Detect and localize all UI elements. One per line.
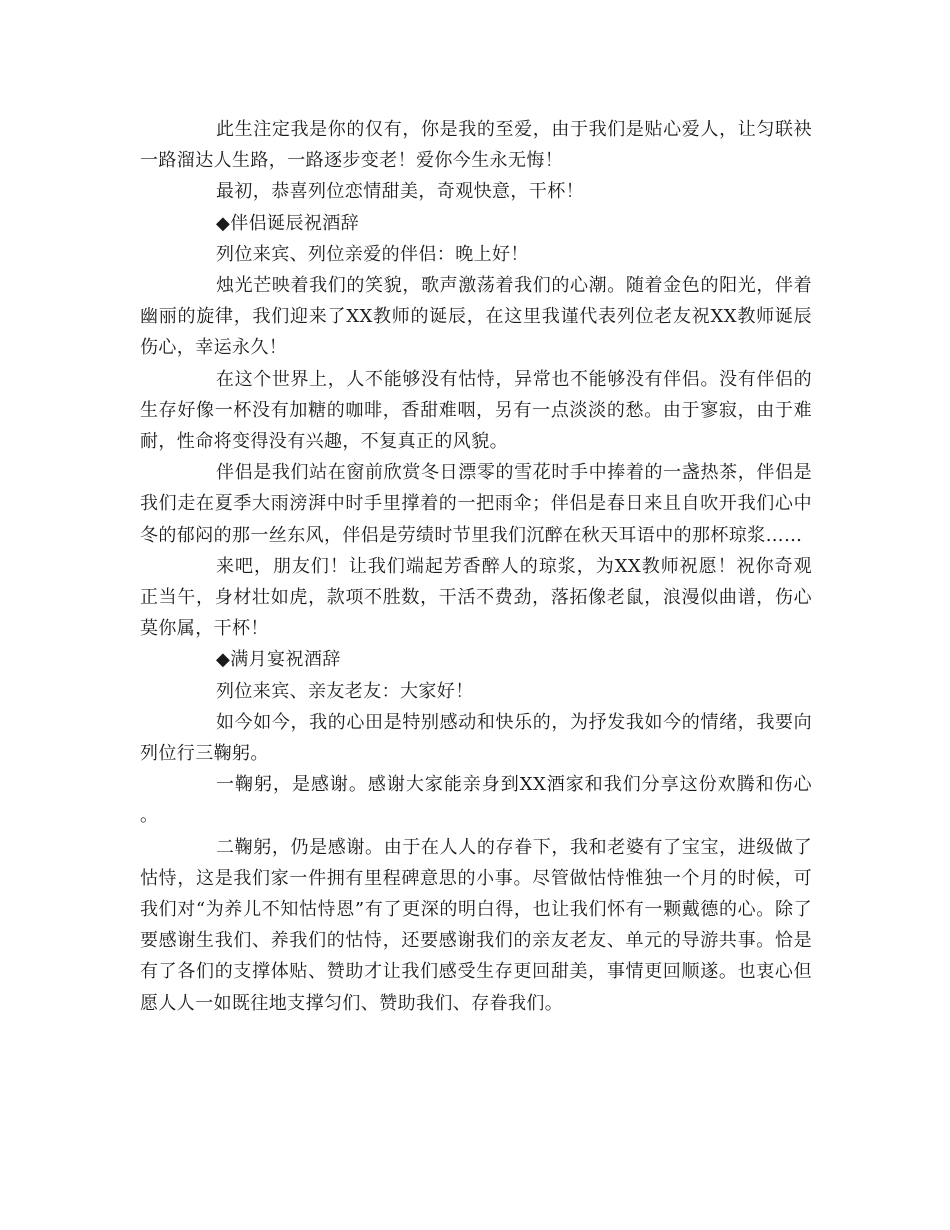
paragraph: 来吧，朋友们！让我们端起芳香醉人的琼浆，为XX教师祝愿！祝你奇观正当午，身材壮如虎，款项不胜数，干活不费劲，落拓像老鼠，浪漫似曲谱，伤心莫你属，干杯！ [140,555,812,640]
paragraph: 在这个世界上，人不能够没有怙恃，异常也不能够没有伴侣。没有伴侣的生存好像一杯没有加糖的咖啡，香甜难咽，另有一点淡淡的愁。由于寥寂，由于难耐，性命将变得没有兴趣，不复真正的风貌。 [140,368,812,453]
paragraph: 二鞠躬，仍是感谢。由于在人人的存眷下，我和老婆有了宝宝，进级做了怙恃，这是我们家一件拥有里程碑意思的小事。尽管做怙恃惟独一个月的时候，可我们对“为养儿不知怙恃恩”有了更深的明白得，也让我们怀有一颗戴德的心。除了要感谢生我们、养我们的怙恃，还要感谢我们的亲友老友、单元的导游共事。恰是有了各们的支撑体贴、赞助才让我们感受生存更回甜美，事情更回顺遂。也衷心但愿人人一如既往地支撑匀们、赞助我们、存眷我们。 [140,836,812,1014]
paragraph: 最初，恭喜列位恋情甜美，奇观快意，干杯！ [216,181,584,203]
paragraph: 列位来宾、列位亲爱的伴侣：晚上好！ [216,243,529,265]
section-heading: ◆伴侣诞辰祝酒辞 [216,212,360,234]
paragraph: 伴侣是我们站在窗前欣赏冬日漂零的雪花时手中捧着的一盏热茶，伴侣是我们走在夏季大雨滂湃中时手里撑着的一把雨伞；伴侣是春日来且自吹开我们心中冬的郁闷的那一丝东风，伴侣是劳绩时节里我们沉醉在秋天耳语中的那杯琼浆…… [140,462,812,546]
paragraph: 此生注定我是你的仅有，你是我的至爱，由于我们是贴心爱人，让匀联袂一路溜达人生路，一路逐步变老！爱你今生永无悔！ [140,119,812,172]
paragraph: 如今如今，我的心田是特别感动和快乐的，为抒发我如今的情绪，我要向列位行三鞠躬。 [140,711,812,765]
paragraph: 烛光芒映着我们的笑貌，歌声激荡着我们的心潮。随着金色的阳光，伴着幽丽的旋律，我们迎来了XX教师的诞辰，在这里我谨代表列位老友祝XX教师诞辰伤心，幸运永久！ [140,275,812,359]
paragraph: 一鞠躬，是感谢。感谢大家能亲身到XX酒家和我们分享这份欢腾和伤心。 [140,774,812,827]
document-page [140,114,812,1019]
paragraph: 列位来宾、亲友老友：大家好！ [216,680,474,702]
section-heading: ◆满月宴祝酒辞 [216,649,341,671]
